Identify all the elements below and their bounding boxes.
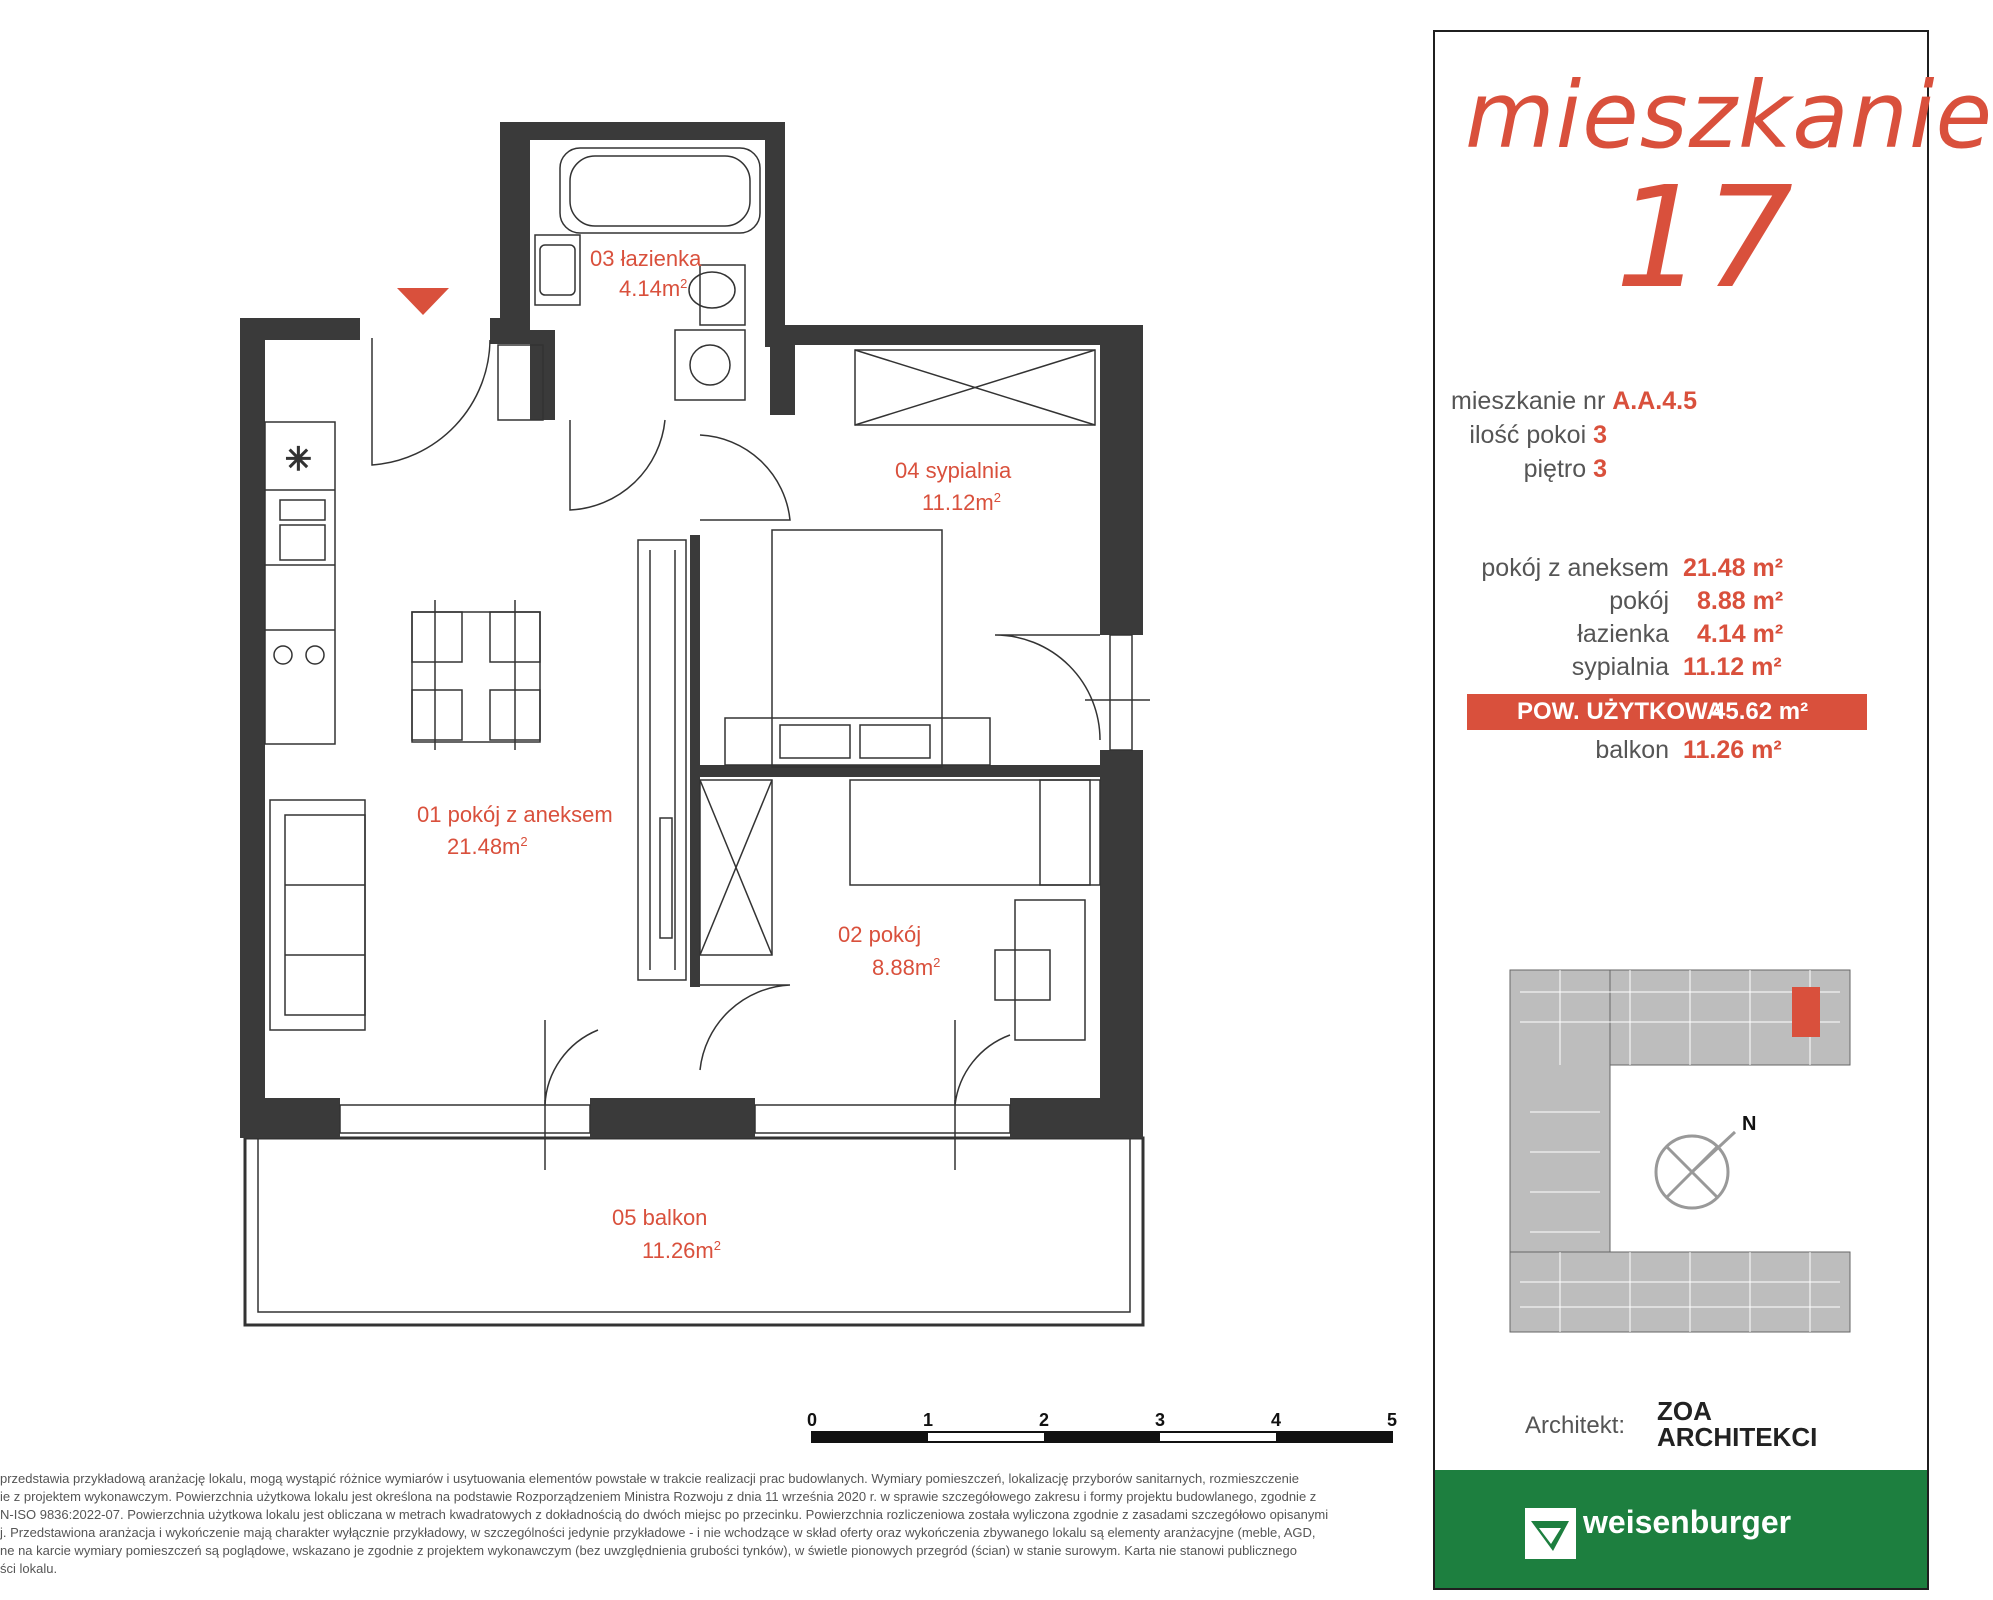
- room-label-room: [838, 922, 940, 980]
- room-label-balcony: [612, 1205, 721, 1263]
- developer-logo-icon: [1523, 1506, 1578, 1561]
- balcony-outline: [245, 1138, 1143, 1325]
- walls: [240, 122, 1143, 1138]
- scale-tick: 2: [1038, 1410, 1050, 1430]
- north-label: N: [1742, 1113, 1757, 1135]
- room-label-bathroom: [590, 246, 702, 301]
- svg-text:11.26m2: $11.26m^2$: [642, 1238, 721, 1263]
- svg-text:8.88m2: $8.88m^2$: [872, 955, 941, 980]
- svg-text:03 łazienka: 03 łazienka: [590, 246, 702, 271]
- disclaimer-line: N-ISO 9836:2022-07. Powierzchnia użytkowa lokalu jest obliczana w metrach kwadratowych z dokładnością do dwóch miejsc po przecinku. Powierzchnia rozliczeniowa została wyliczona zgodnie z zasadami szczegółowo opisanymi: [0, 1507, 1329, 1522]
- total-area-value: 45.62 m²: [1712, 698, 1809, 725]
- info-row-rooms: ilość pokoi 3: [1469, 421, 1607, 449]
- disclaimer: [0, 1470, 1400, 1578]
- svg-text:11.12m2: $11.12m^2$: [922, 490, 1001, 515]
- area-row: pokój z aneksem 21.48 m²: [1481, 554, 1784, 582]
- entrance-marker: [397, 288, 449, 315]
- architect-label: Architekt:: [1525, 1412, 1626, 1439]
- disclaimer-line: j. Przedstawiona aranżacja i wykończenie mają charakter wyłącznie przykładowy, w szczególności jedynie przykładowe - i nie wchodzące w skład oferty oraz wykończenia zbywanego lokalu są elementy aranżacyjne (meble, AGD,: [0, 1525, 1316, 1540]
- scale-tick: 4: [1270, 1410, 1282, 1430]
- disclaimer-line: ie z projektem wykonawczym. Powierzchnia użytkowa lokalu jest określona na podstawie Rozporządzeniem Ministra Rozwoju z dnia 11 września 2020 r. w sprawie szczegółowego zakresu i formy projektu budowlanego, zgodnie z: [0, 1489, 1317, 1504]
- sofa: [270, 800, 365, 1030]
- kitchen: [265, 422, 335, 744]
- apartment-number: 17: [1615, 157, 1794, 320]
- dining-set: [412, 600, 540, 750]
- total-area-label: POW. UŻYTKOWA: [1517, 698, 1724, 725]
- svg-text:04 sypialnia: 04 sypialnia: [895, 458, 1012, 483]
- svg-text:✳: ✳: [285, 440, 312, 478]
- developer-band: [1435, 1470, 1927, 1588]
- svg-text:01 pokój z aneksem: 01 pokój z aneksem: [417, 802, 613, 827]
- developer-name: weisenburger: [1583, 1504, 1792, 1540]
- area-row: łazienka 4.14 m²: [1577, 620, 1784, 648]
- info-row-apartment-id: mieszkanie nr A.A.4.5: [1451, 387, 1697, 415]
- building-key-plan: [1490, 962, 1860, 1347]
- architect-logo: ZOA ARCHITEKCI: [1657, 1396, 1818, 1452]
- info-panel: [1433, 30, 1993, 1590]
- scale-tick: 3: [1154, 1410, 1166, 1430]
- svg-text:02 pokój: 02 pokój: [838, 922, 922, 947]
- room-label-living: [417, 802, 613, 859]
- doors: [372, 338, 1150, 1170]
- balcony-row: balkon 11.26 m²: [1595, 736, 1782, 764]
- apartment-location-marker: [1792, 987, 1820, 1037]
- scale-bar: [807, 1410, 1397, 1442]
- title-word: mieszkanie: [1465, 62, 1993, 169]
- info-row-floor: piętro 3: [1523, 455, 1607, 483]
- scale-tick: 0: [806, 1410, 818, 1430]
- disclaimer-line: ści lokalu.: [0, 1561, 58, 1576]
- disclaimer-line: ne na karcie wymiary pomieszczeń są poglądowe, wskazano je zgodnie z projektem wykonawczym (bez uwzględnienia grubości tynków), w świetle pionowych przegród (ścian) w stanie surowym. Karta nie stanowi publicznego: [0, 1543, 1297, 1558]
- scale-tick: 1: [922, 1410, 934, 1430]
- svg-text:21.48m2: $21.48m^2$: [447, 834, 528, 859]
- windows: [340, 635, 1132, 1133]
- room-label-bedroom: [895, 458, 1012, 515]
- area-row: pokój 8.88 m²: [1609, 587, 1784, 615]
- total-area-highlight: [1467, 694, 1867, 730]
- wardrobe: [638, 540, 686, 980]
- disclaimer-line: przedstawia przykładową aranżację lokalu, mogą wystąpić różnice wymiarów i usytuowania elementów powstałe w trakcie realizacji prac budowlanych. Wymiary pomieszczeń, lokalizację przyborów sanitarnych, rozmieszczenie: [0, 1471, 1299, 1486]
- room-furniture: [700, 780, 1100, 1040]
- svg-text:05 balkon: 05 balkon: [612, 1205, 708, 1230]
- area-row: sypialnia 11.12 m²: [1571, 653, 1782, 681]
- svg-text:4.14m2: $4.14m^2$: [619, 276, 688, 301]
- scale-tick: 5: [1386, 1410, 1398, 1430]
